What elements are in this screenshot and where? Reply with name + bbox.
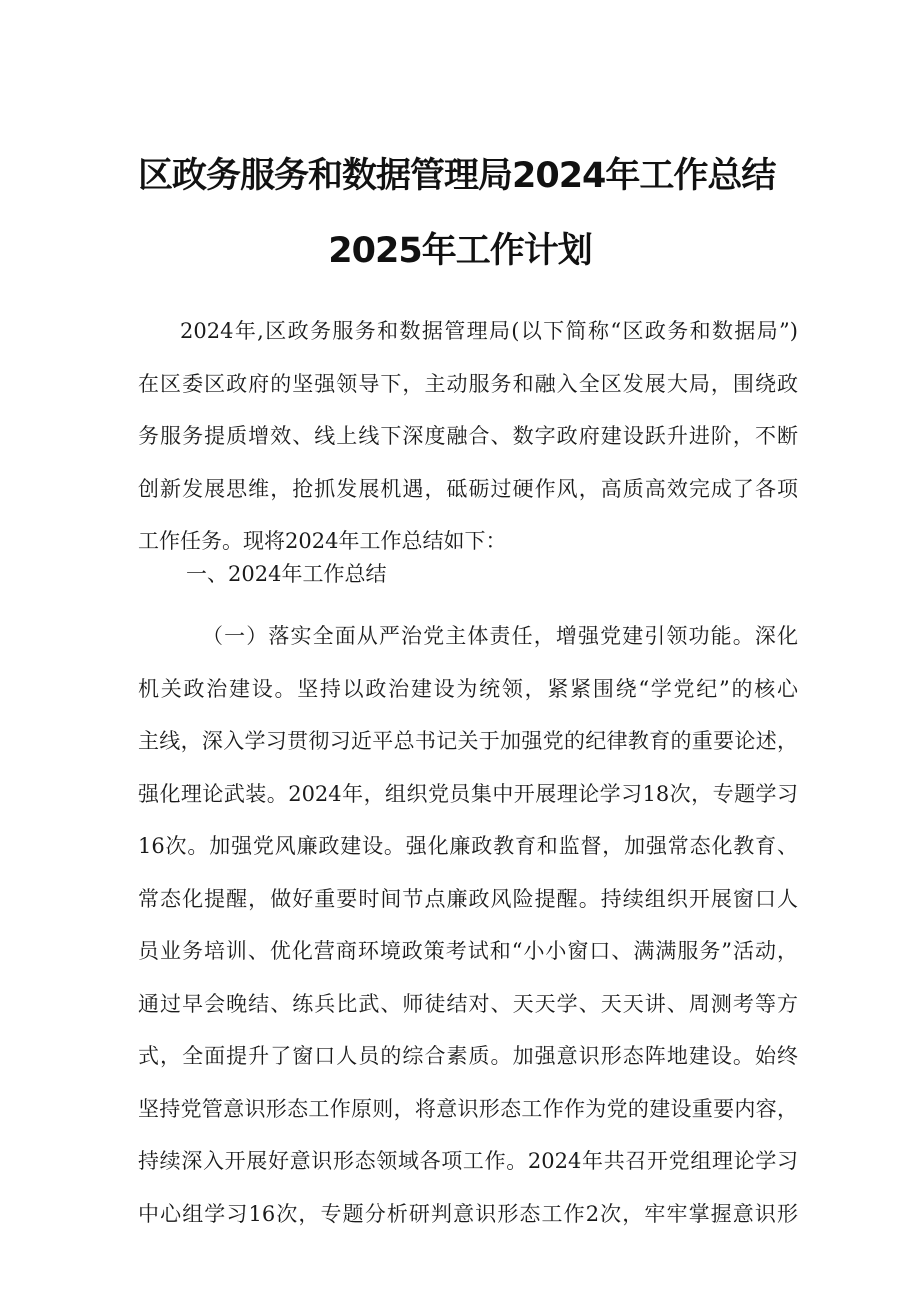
paragraph-line: 工作任务。现将2024年工作总结如下： [138,529,507,553]
paragraph-line: 坚持党管意识形态工作原则，将意识形态工作作为党的建设重要内容， [138,1096,798,1121]
paragraph-line: 16次。加强党风廉政建设。强化廉政教育和监督，加强常态化教育、 [138,834,798,858]
paragraph-line: 务服务提质增效、线上线下深度融合、数字政府建设跃升进阶，不断 [138,424,798,448]
paragraph-line: 创新发展思维，抢抓发展机遇，砥砺过硬作风，高质高效完成了各项 [138,476,798,501]
paragraph-line: 主线，深入学习贯彻习近平总书记关于加强党的纪律教育的重要论述， [138,729,798,753]
paragraph-line: 在区委区政府的坚强领导下，主动服务和融入全区发展大局，围绕政 [138,371,798,396]
paragraph-line: 中心组学习16次，专题分析研判意识形态工作2次，牢牢掌握意识形 [138,1201,798,1226]
paragraph-line: （一）落实全面从严治党主体责任，增强党建引领功能。深化 [202,624,798,648]
section-heading: 一、2024年工作总结 [186,562,387,586]
paragraph-line: 通过早会晚结、练兵比武、师徒结对、天天学、天天讲、周测考等方 [138,991,798,1016]
section-1-paragraph [138,610,798,1240]
paragraph-line: 持续深入开展好意识形态领域各项工作。2024年共召开党组理论学习 [138,1149,798,1173]
section-heading-block [138,548,798,601]
document-title-line-2: 2025年工作计划 [328,231,592,271]
paragraph-line: 常态化提醒，做好重要时间节点廉政风险提醒。持续组织开展窗口人 [138,886,798,911]
paragraph-line: 机关政治建设。坚持以政治建设为统领，紧紧围绕“学党纪”的核心 [138,676,798,701]
paragraph-line: 式，全面提升了窗口人员的综合素质。加强意识形态阵地建设。始终 [138,1044,798,1068]
intro-paragraph [138,305,798,568]
paragraph-line: 员业务培训、优化营商环境政策考试和“小小窗口、满满服务”活动， [138,939,798,963]
paragraph-line: 强化理论武装。2024年，组织党员集中开展理论学习18次，专题学习 [138,781,798,806]
document-title-line-1: 区政务服务和数据管理局2024年工作总结 [138,156,776,196]
paragraph-line: 2024年,区政务服务和数据管理局(以下简称“区政务和数据局”) [180,319,798,343]
